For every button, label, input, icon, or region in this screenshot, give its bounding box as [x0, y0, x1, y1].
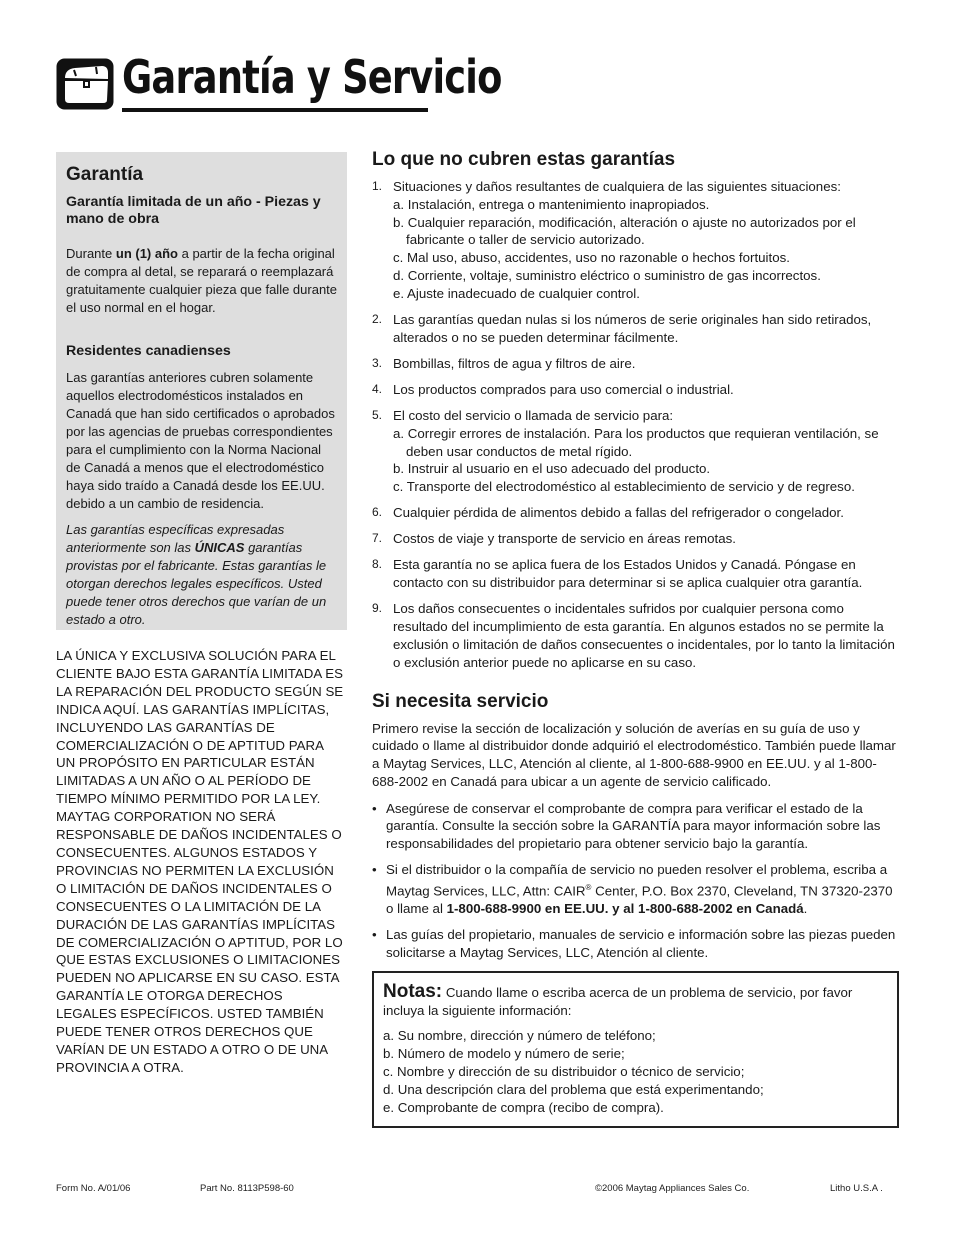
limited-warranty-term: un (1) año	[115, 246, 178, 261]
warranty-box	[56, 152, 347, 630]
list-item	[372, 530, 902, 548]
item-number: 1.	[372, 179, 383, 193]
list-item	[372, 355, 902, 373]
notes-list	[383, 1027, 887, 1117]
limited-warranty-text-post: a partir de la fecha original de compra al detal, se reparará o reemplazará gratuitamente cualquier pieza que falle durante el uso normal en el hogar.	[66, 246, 338, 315]
warranty-heading: Garantía	[66, 164, 144, 185]
notes-intro	[383, 983, 887, 1020]
bullet-icon: •	[372, 862, 377, 878]
item-number: 2.	[372, 311, 383, 326]
specific-warranties-note-post: garantías provistas por el fabricante. Estas garantías le otorgan derechos legales específicos. Usted puede tener otros derechos que varían de un estado a otro.	[66, 540, 327, 627]
warranty-disclaimer: LA ÚNICA Y EXCLUSIVA SOLUCIÓN PARA EL CLIENTE BAJO ESTA GARANTÍA LIMITADA ES LA REPARACIÓN DEL PRODUCTO SEGÚN SE INDICA AQUÍ. LAS GARANTÍAS IMPLÍCITAS, INCLUYENDO LAS GARANTÍAS DE COMERCIALIZACIÓN O DE APTITUD PARA UN PROPÓSITO EN PARTICULAR ESTÁN LIMITADAS A UN AÑO O AL PERÍODO DE TIEMPO MÍNIMO PERMITIDO POR LA LEY. MAYTAG CORPORATION NO SERÁ RESPONSABLE DE DAÑOS INCIDENTALES O CONSECUENTES. ALGUNOS ESTADOS Y PROVINCIAS NO PERMITEN LA EXCLUSIÓN O LIMITACIÓN DE DAÑOS INCIDENTALES O CONSECUENTES O LA LIMITACIÓN DE LA DURACIÓN DE LAS GARANTÍAS IMPLÍCITAS DE COMERCIALIZACIÓN O APTITUD, POR LO QUE ESTAS EXCLUSIONES O LIMITACIONES PUEDEN NO APLICARSE EN SU CASO. ESTA GARANTÍA LE OTORGA DERECHOS LEGALES ESPECÍFICOS. USTED TAMBIÉN PUEDE TENER OTROS DERECHOS QUE VARÍAN DE UN ESTADO A OTRO O DE UNA PROVINCIA A OTRA.	[56, 648, 344, 1075]
item-number: 8.	[372, 557, 383, 572]
item-text: El costo del servicio o llamada de servicio para:	[393, 407, 674, 423]
sub-list-item: a. Instalación, entrega o mantenimiento inapropiados.	[393, 196, 710, 212]
sub-list-item: c. Mal uso, abuso, accidentes, uso no razonable o hechos fortuitos.	[393, 250, 790, 266]
right-column	[372, 148, 902, 970]
list-item	[372, 407, 902, 496]
sub-list-item: b. Cualquier reparación, modificación, alteración o ajuste no autorizados por el fabricante o taller de servicio autorizado.	[393, 214, 856, 248]
sub-list-item: c. Transporte del electrodoméstico al establecimiento de servicio y de regreso.	[393, 479, 855, 495]
list-item	[372, 926, 902, 962]
sub-list-item: a. Corregir errores de instalación. Para los productos que requieran ventilación, se deben usar conductos de metal rígido.	[393, 425, 879, 459]
limited-warranty-text	[66, 245, 337, 317]
litho-note: Litho U.S.A .	[830, 1183, 883, 1194]
copyright: ©2006 Maytag Appliances Sales Co.	[595, 1183, 750, 1194]
service-heading: Si necesita servicio	[372, 690, 549, 712]
list-item	[372, 861, 902, 918]
specific-warranties-note-bold: ÚNICAS	[194, 540, 245, 555]
form-number: Form No. A/01/06	[56, 1183, 131, 1194]
bullet-text: Las guías del propietario, manuales de servicio e información sobre las piezas pueden solicitarse a Maytag Services, LLC, Atención al cliente.	[386, 927, 896, 961]
bullet-icon: •	[372, 927, 377, 943]
list-item	[372, 178, 902, 303]
item-text: Costos de viaje y transporte de servicio en áreas remotas.	[393, 531, 736, 547]
item-text: Esta garantía no se aplica fuera de los Estados Unidos y Canadá. Póngase en contacto con su distribuidor para determinar si se aplica cualquier otra garantía.	[393, 557, 863, 591]
item-text: Los daños consecuentes o incidentales sufridos por cualquier persona como resultado del incumplimiento de esta garantía. En algunos estados no se permite la exclusión o limitación de daños consecuentes o incidentales, por lo tanto la limitación o exclusión anterior puede no aplicarse en su caso.	[393, 601, 895, 670]
phone-numbers: 1-800-688-9900 en EE.UU. y al 1-800-688-2002 en Canadá	[446, 901, 804, 917]
bullet-text: Asegúrese de conservar el comprobante de compra para verificar el estado de la garantía. Consulte la sección sobre la GARANTÍA para mayor información sobre las responsabilidades del propietario para obtener servicio bajo la garantía.	[386, 800, 881, 852]
list-item: e. Comprobante de compra (recibo de compra).	[383, 1099, 664, 1115]
list-item	[372, 311, 902, 347]
not-covered-list	[372, 178, 902, 672]
item-number: 4.	[372, 381, 383, 396]
item-number: 9.	[372, 601, 383, 616]
service-intro: Primero revise la sección de localización y solución de averías en su guía de uso y cuidado o llame al distribuidor donde adquirió el electrodoméstico. También puede llamar a Maytag Services, LLC, Atención al cliente, al 1-800-688-9900 en EE.UU. y al 1-800-688-2002 en Canadá para ubicar a un agente de servicio calificado.	[372, 720, 896, 789]
list-item	[372, 800, 902, 853]
list-item: b. Número de modelo y número de serie;	[383, 1045, 625, 1061]
bullet-text-pre: Si el distribuidor o la compañía de servicio no pueden resolver el problema, escriba a Maytag Services, LLC, Attn: CAIR	[386, 862, 888, 899]
item-text: Los productos comprados para uso comercial o industrial.	[393, 381, 734, 397]
bullet-icon: •	[372, 800, 377, 816]
sub-list	[393, 196, 902, 303]
notes-heading: Notas:	[383, 981, 443, 1002]
bullet-text-mid: Center, P.O. Box 2370, Cleveland, TN 37320-2370 o llame al	[386, 883, 893, 917]
bullet-text-post: .	[803, 901, 808, 917]
item-text: Cualquier pérdida de alimentos debido a fallas del refrigerador o congelador.	[393, 505, 844, 521]
not-covered-heading: Lo que no cubren estas garantías	[372, 149, 676, 170]
sub-list-item: b. Instruir al usuario en el uso adecuado del producto.	[393, 461, 711, 477]
list-item	[372, 381, 902, 399]
item-number: 5.	[372, 407, 383, 422]
canadian-residents-heading: Residentes canadienses	[66, 343, 231, 359]
canadian-residents-text: Las garantías anteriores cubren solamente aquellos electrodomésticos instalados en Canadá que han sido certificados o aprobados por las agencias de pruebas correspondientes para el cumplimiento con la Norma Nacional de Canadá a menos que el electrodoméstico haya sido traído a Canadá desde los EE.UU. debido a un cambio de residencia.	[66, 370, 335, 511]
sub-list	[393, 425, 902, 496]
list-item: d. Una descripción clara del problema que está experimentando;	[383, 1081, 764, 1097]
list-item: c. Nombre y dirección de su distribuidor o técnico de servicio;	[383, 1063, 745, 1079]
registered-mark: ®	[585, 883, 592, 893]
notes-intro-text: Cuando llame o escriba acerca de un problema de servicio, por favor incluya la siguiente información:	[383, 985, 853, 1018]
list-item: a. Su nombre, dirección y número de teléfono;	[383, 1027, 656, 1043]
item-number: 3.	[372, 355, 383, 370]
specific-warranties-note-pre: Las garantías específicas expresadas anteriormente son las	[66, 522, 285, 555]
list-item	[372, 600, 902, 671]
specific-warranties-note	[66, 521, 337, 629]
limited-warranty-text-pre: Durante	[66, 246, 116, 261]
item-text: Las garantías quedan nulas si los números de serie originales han sido retirados, alterados o no se pueden determinar fácilmente.	[393, 311, 872, 345]
title-rule	[122, 108, 428, 112]
part-number: Part No. 8113P598-60	[200, 1183, 294, 1194]
item-number: 7.	[372, 531, 383, 546]
list-item	[372, 504, 902, 522]
service-bullet-list	[372, 800, 902, 962]
notes-box	[372, 971, 899, 1128]
page-title: Garantía y Servicio	[122, 50, 502, 104]
item-text: Bombillas, filtros de agua y filtros de aire.	[393, 355, 636, 371]
sub-list-item: d. Corriente, voltaje, suministro eléctrico o suministro de gas incorrectos.	[393, 267, 821, 283]
list-item	[372, 556, 902, 592]
item-number: 6.	[372, 505, 383, 520]
sub-list-item: e. Ajuste inadecuado de cualquier control.	[393, 285, 640, 301]
toolbox-icon	[56, 58, 114, 110]
item-text: Situaciones y daños resultantes de cualquiera de las siguientes situaciones:	[393, 179, 841, 194]
limited-warranty-heading: Garantía limitada de un año - Piezas y mano de obra	[66, 194, 321, 227]
